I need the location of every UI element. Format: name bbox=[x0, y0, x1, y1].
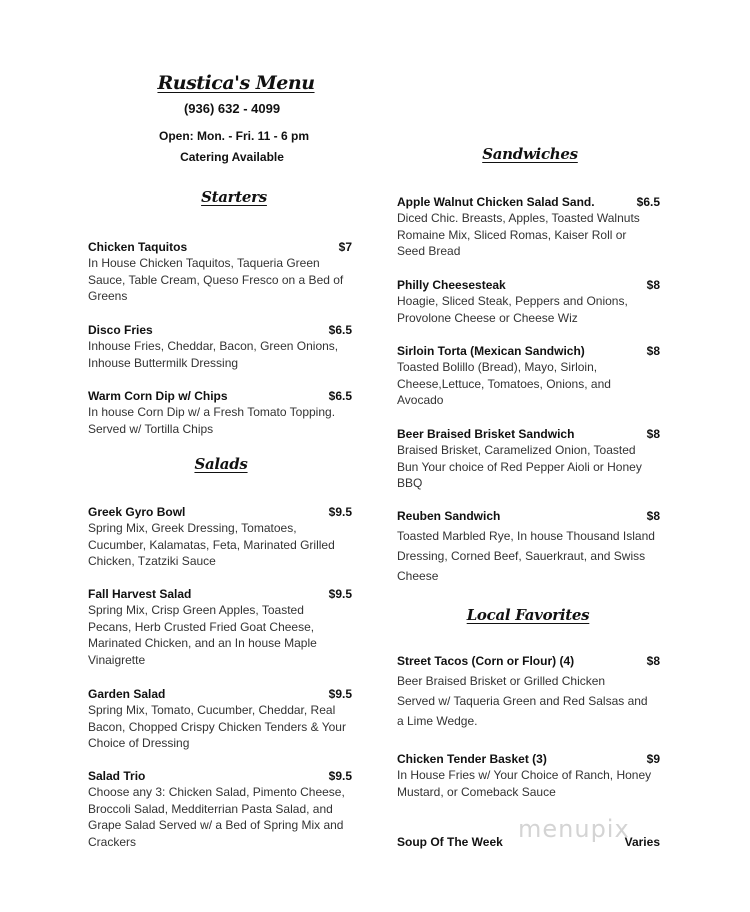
section-heading-salads: Salads bbox=[194, 455, 248, 473]
menu-item bbox=[397, 834, 660, 850]
item-description-line: Dressing, Corned Beef, Sauerkraut, and Swiss bbox=[397, 549, 646, 563]
item-description-line: Seed Bread bbox=[397, 244, 461, 258]
item-description-line: Marinated Chicken, and an In house Maple bbox=[88, 636, 317, 650]
menu-item bbox=[397, 751, 660, 800]
item-price: $7 bbox=[338, 240, 352, 254]
item-description-line: Chicken, Tzatziki Sauce bbox=[88, 554, 216, 568]
item-name: Chicken Tender Basket (3) bbox=[397, 752, 547, 766]
item-description-line: Toasted Bolillo (Bread), Mayo, Sirloin, bbox=[397, 360, 598, 374]
item-description-line: Inhouse Fries, Cheddar, Bacon, Green Onions, bbox=[88, 339, 339, 353]
item-name: Garden Salad bbox=[88, 687, 166, 701]
item-price: $8 bbox=[646, 344, 660, 358]
item-description-line: a Lime Wedge. bbox=[397, 714, 478, 728]
item-price: Varies bbox=[624, 835, 660, 849]
item-price: $8 bbox=[646, 509, 660, 523]
item-description-line: BBQ bbox=[397, 476, 423, 490]
menu-item bbox=[88, 322, 352, 371]
item-description-line: Spring Mix, Tomato, Cucumber, Cheddar, Real bbox=[88, 703, 336, 717]
item-name: Chicken Taquitos bbox=[88, 240, 188, 254]
item-description-line: Bacon, Chopped Crispy Chicken Tenders & Your bbox=[88, 719, 346, 734]
item-name: Salad Trio bbox=[88, 769, 146, 783]
item-name: Warm Corn Dip w/ Chips bbox=[88, 389, 228, 403]
item-price: $9 bbox=[646, 752, 660, 766]
menu-item bbox=[88, 388, 352, 437]
item-name: Philly Cheesesteak bbox=[397, 278, 506, 292]
item-price: $6.5 bbox=[328, 323, 352, 337]
catering-note: Catering Available bbox=[180, 150, 284, 164]
section-heading-sandwiches: Sandwiches bbox=[482, 145, 578, 163]
item-name: Reuben Sandwich bbox=[397, 509, 501, 523]
item-name: Fall Harvest Salad bbox=[88, 587, 192, 601]
item-description-line: Provolone Cheese or Cheese Wiz bbox=[397, 310, 578, 325]
item-price: $6.5 bbox=[636, 195, 660, 209]
item-description-line: Bun Your choice of Red Pepper Aioli or Honey bbox=[397, 459, 642, 474]
item-description-line: Sauce, Table Cream, Queso Fresco on a Bed of bbox=[88, 272, 344, 287]
item-price: $6.5 bbox=[328, 389, 352, 403]
menu-item bbox=[397, 426, 660, 492]
item-name: Apple Walnut Chicken Salad Sand. bbox=[397, 195, 595, 209]
menu-item bbox=[397, 508, 660, 586]
item-name: Greek Gyro Bowl bbox=[88, 505, 186, 519]
item-price: $9.5 bbox=[328, 769, 352, 783]
item-description-line: Served w/ Tortilla Chips bbox=[88, 421, 214, 436]
item-description-line: In House Fries w/ Your Choice of Ranch, Honey bbox=[397, 768, 652, 782]
item-description-line: Cheese,Lettuce, Tomatoes, Onions, and bbox=[397, 376, 611, 391]
item-price: $9.5 bbox=[328, 505, 352, 519]
section-heading-local-favorites: Local Favorites bbox=[466, 606, 590, 624]
item-description-line: Romaine Mix, Sliced Romas, Kaiser Roll or bbox=[397, 227, 627, 242]
item-name: Sirloin Torta (Mexican Sandwich) bbox=[397, 344, 585, 358]
item-description-line: Diced Chic. Breasts, Apples, Toasted Walnuts bbox=[397, 211, 640, 225]
item-description-line: Braised Brisket, Caramelized Onion, Toasted bbox=[397, 443, 636, 457]
item-description-line: Hoagie, Sliced Steak, Peppers and Onions, bbox=[397, 294, 628, 308]
item-description-line: Spring Mix, Greek Dressing, Tomatoes, bbox=[88, 521, 297, 535]
menu-item bbox=[88, 686, 352, 752]
item-description-line: Vinaigrette bbox=[88, 652, 146, 667]
menu-title: Rustica's Menu bbox=[157, 72, 315, 94]
item-description-line: Choice of Dressing bbox=[88, 736, 190, 750]
item-description-line: In House Chicken Taquitos, Taqueria Green bbox=[88, 256, 320, 270]
menu-item bbox=[88, 504, 352, 570]
phone-number: (936) 632 - 4099 bbox=[183, 101, 281, 116]
item-description-line: Beer Braised Brisket or Grilled Chicken bbox=[397, 674, 606, 688]
item-description-line: Greens bbox=[88, 289, 128, 303]
menu-item bbox=[88, 768, 352, 850]
menu-item bbox=[88, 586, 352, 668]
item-description-line: Crackers bbox=[88, 834, 137, 849]
item-description-line: Cucumber, Kalamatas, Feta, Marinated Grilled bbox=[88, 537, 335, 552]
item-price: $8 bbox=[646, 278, 660, 292]
item-description-line: In house Corn Dip w/ a Fresh Tomato Topping. bbox=[88, 405, 336, 419]
item-description-line: Grape Salad Served w/ a Bed of Spring Mix and bbox=[88, 818, 344, 832]
menu-item bbox=[397, 653, 660, 731]
item-price: $9.5 bbox=[328, 687, 352, 701]
menu-item bbox=[88, 239, 352, 305]
section-heading-starters: Starters bbox=[201, 188, 267, 206]
hours: Open: Mon. - Fri. 11 - 6 pm bbox=[158, 129, 310, 143]
item-description-line: Served w/ Taqueria Green and Red Salsas and bbox=[397, 694, 648, 708]
item-description-line: Avocado bbox=[397, 393, 444, 407]
item-description-line: Spring Mix, Crisp Green Apples, Toasted bbox=[88, 603, 304, 617]
item-name: Disco Fries bbox=[88, 323, 153, 337]
item-name: Beer Braised Brisket Sandwich bbox=[397, 427, 575, 441]
item-description-line: Broccoli Salad, Medditerrian Pasta Salad, and bbox=[88, 801, 333, 816]
menu-item bbox=[397, 343, 660, 409]
item-price: $8 bbox=[646, 654, 660, 668]
item-description-line: Pecans, Herb Crusted Fried Goat Cheese, bbox=[88, 619, 315, 634]
item-description-line: Choose any 3: Chicken Salad, Pimento Cheese, bbox=[88, 785, 345, 799]
item-description-line: Inhouse Buttermilk Dressing bbox=[88, 355, 239, 370]
item-price: $8 bbox=[646, 427, 660, 441]
menu-item bbox=[397, 194, 660, 260]
item-description-line: Mustard, or Comeback Sauce bbox=[397, 784, 556, 799]
item-name: Soup Of The Week bbox=[397, 835, 503, 849]
watermark-logo: menupix bbox=[518, 815, 630, 843]
item-description-line: Toasted Marbled Rye, In house Thousand Island bbox=[397, 529, 655, 543]
item-description-line: Cheese bbox=[397, 569, 439, 583]
item-name: Street Tacos (Corn or Flour) (4) bbox=[397, 654, 575, 668]
menu-item bbox=[397, 277, 660, 326]
item-price: $9.5 bbox=[328, 587, 352, 601]
